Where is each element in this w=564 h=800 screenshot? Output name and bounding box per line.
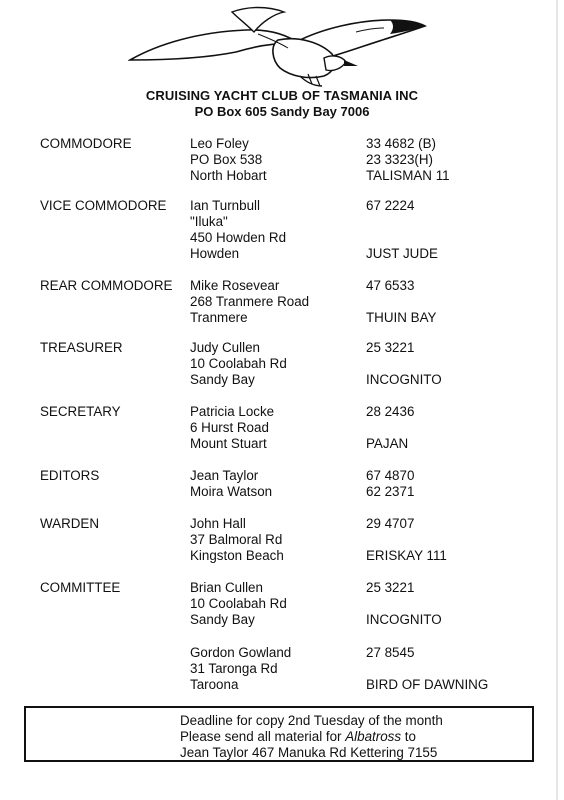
- club-name: CRUISING YACHT CLUB OF TASMANIA INC: [145, 88, 419, 103]
- officer-contact-line: ERISKAY 111: [366, 547, 447, 563]
- officer-detail-line: Gordon Gowland: [190, 645, 292, 660]
- officer-contact: [366, 404, 414, 452]
- officer-detail-line: Leo Foley: [190, 136, 249, 151]
- officer-contact-line: TALISMAN 11: [366, 167, 450, 183]
- officer-details: [190, 404, 274, 452]
- officer-contact-line: JUST JUDE: [366, 245, 438, 261]
- officer-contact-line: 25 3221: [366, 340, 415, 355]
- officer-detail-line: 31 Taronga Rd: [190, 660, 278, 676]
- officer-detail-line: Sandy Bay: [190, 371, 255, 387]
- officer-contact-line: 67 2224: [366, 198, 415, 213]
- officer-role: TREASURER: [40, 340, 123, 355]
- officer-details: [190, 580, 287, 628]
- deadline-box: [24, 706, 534, 762]
- officer-contact-line: 23 3323(H): [366, 151, 433, 167]
- officer-detail-line: 450 Howden Rd: [190, 229, 287, 245]
- officer-detail-line: Patricia Locke: [190, 404, 275, 419]
- officer-contact-line: [366, 356, 442, 372]
- albatross-logo-icon: [128, 2, 428, 88]
- club-address: PO Box 605 Sandy Bay 7006: [194, 104, 370, 119]
- officer-contact-line: 33 4682 (B): [366, 136, 436, 151]
- officer-role: EDITORS: [40, 468, 100, 483]
- scan-edge: [556, 0, 558, 800]
- officer-contact-line: 27 8545: [366, 645, 415, 660]
- deadline-line-2: [180, 729, 443, 745]
- officer-contact: [366, 468, 414, 500]
- officer-role: COMMITTEE: [40, 580, 121, 595]
- officer-contact-line: THUIN BAY: [366, 309, 437, 325]
- officer-details: [190, 468, 272, 500]
- officer-detail-line: PO Box 538: [190, 151, 263, 167]
- officer-details: [190, 278, 309, 326]
- officer-contact-line: [366, 420, 414, 436]
- officer-detail-line: 10 Coolabah Rd: [190, 355, 287, 371]
- officer-contact-line: PAJAN: [366, 435, 409, 451]
- officer-contact: [366, 278, 436, 326]
- officer-detail-line: John Hall: [190, 516, 246, 531]
- officer-contact-line: BIRD OF DAWNING: [366, 676, 489, 692]
- officer-detail-line: Mike Rosevear: [190, 278, 280, 293]
- officer-details: [190, 516, 284, 564]
- officer-detail-line: 37 Balmoral Rd: [190, 531, 283, 547]
- officer-details: [190, 645, 291, 693]
- officer-contact-line: 62 2371: [366, 483, 415, 499]
- newsletter-name: Albatross: [345, 728, 402, 744]
- officer-contact-line: INCOGNITO: [366, 611, 442, 627]
- officer-role: VICE COMMODORE: [40, 198, 167, 213]
- deadline-line-2-suffix: to: [401, 728, 416, 744]
- officer-detail-line: Mount Stuart: [190, 435, 267, 451]
- officer-contact-line: 47 6533: [366, 278, 415, 293]
- officer-contact-line: [366, 596, 442, 612]
- officer-detail-line: "Iluka": [190, 213, 228, 229]
- officer-contact: [366, 516, 447, 564]
- deadline-line-1: Deadline for copy 2nd Tuesday of the month: [180, 713, 443, 728]
- officer-detail-line: Kingston Beach: [190, 547, 284, 563]
- officer-role: REAR COMMODORE: [40, 278, 173, 293]
- officer-contact-line: 67 4870: [366, 468, 415, 483]
- officer-details: [190, 136, 267, 184]
- officer-contact-line: [366, 294, 436, 310]
- officer-contact-line: [366, 230, 438, 246]
- officer-detail-line: Sandy Bay: [190, 611, 255, 627]
- officer-detail-line: Tranmere: [190, 309, 248, 325]
- officer-contact-line: [366, 661, 488, 677]
- officer-detail-line: North Hobart: [190, 167, 267, 183]
- officer-detail-line: Howden: [190, 245, 240, 261]
- officer-contact-line: [366, 214, 438, 230]
- officer-details: [190, 340, 287, 388]
- officer-detail-line: Jean Taylor: [190, 468, 259, 483]
- officer-contact: [366, 645, 488, 693]
- deadline-text: [180, 713, 443, 761]
- officer-role: SECRETARY: [40, 404, 121, 419]
- officer-role: WARDEN: [40, 516, 100, 531]
- officer-detail-line: Moira Watson: [190, 483, 273, 499]
- officer-contact: [366, 580, 442, 628]
- deadline-line-3: Jean Taylor 467 Manuka Rd Kettering 7155: [180, 744, 438, 760]
- officer-contact: [366, 136, 450, 184]
- officer-detail-line: Judy Cullen: [190, 340, 260, 355]
- officer-detail-line: Ian Turnbull: [190, 198, 260, 213]
- officer-contact: [366, 340, 442, 388]
- officer-detail-line: 6 Hurst Road: [190, 419, 269, 435]
- officer-contact-line: [366, 532, 447, 548]
- officer-contact: [366, 198, 438, 262]
- officer-detail-line: 10 Coolabah Rd: [190, 595, 287, 611]
- deadline-line-2-prefix: Please send all material for: [180, 728, 346, 744]
- officer-detail-line: Brian Cullen: [190, 580, 263, 595]
- officer-contact-line: INCOGNITO: [366, 371, 442, 387]
- officer-contact-line: 28 2436: [366, 404, 415, 419]
- officer-detail-line: 268 Tranmere Road: [190, 293, 310, 309]
- officer-details: [190, 198, 286, 262]
- officer-detail-line: Taroona: [190, 676, 239, 692]
- officer-role: COMMODORE: [40, 136, 132, 151]
- officer-contact-line: 25 3221: [366, 580, 415, 595]
- officer-contact-line: 29 4707: [366, 516, 415, 531]
